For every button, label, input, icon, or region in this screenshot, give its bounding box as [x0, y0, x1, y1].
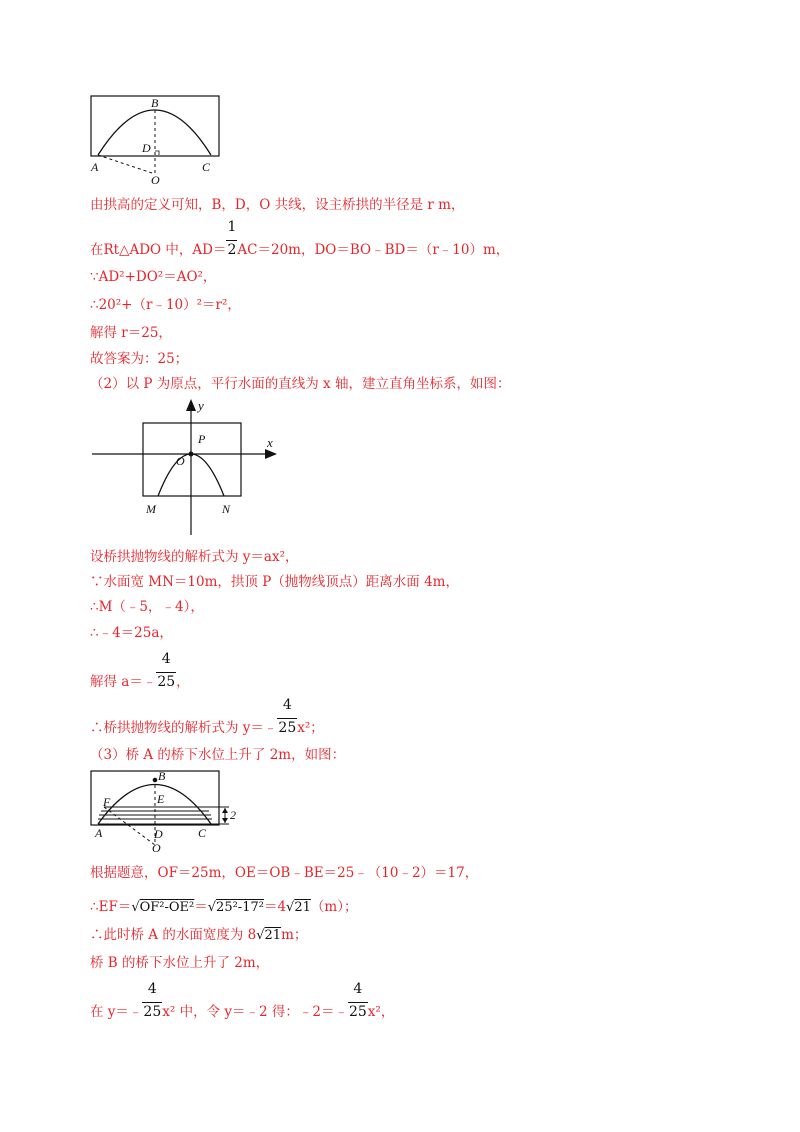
text-line-10: ∴M（﹣5，﹣4），: [90, 599, 204, 615]
text-line-4: ∴20²+（r﹣10）²＝r²，: [90, 297, 241, 313]
label-b: B: [158, 769, 166, 783]
label-d: D: [142, 141, 151, 155]
text-line-11: ∴﹣4＝25a，: [90, 625, 173, 641]
label-m: M: [146, 502, 156, 516]
text-line-8: 设桥拱抛物线的解析式为 y＝ax²，: [90, 549, 299, 565]
text-line-7: （2）以 P 为原点，平行水面的直线为 x 轴，建立直角坐标系，如图：: [90, 376, 511, 392]
text-line-19: 在 y＝﹣ $\frac{4}{25}x^2$ 中，令 y＝﹣2 得：﹣2＝﹣ $\frac{4}{25}x^2$，: [90, 981, 395, 1020]
fraction-4-25: $\frac{4}{25}$: [348, 981, 367, 1020]
sqrt-21: √21: [256, 928, 282, 943]
text-line-18: 桥 B 的桥下水位上升了 2m，: [90, 955, 270, 971]
text-line-16: ∴EF＝√OF²-OE²＝√25²-17²＝4√21（m）；: [90, 899, 358, 915]
label-o: O: [176, 454, 185, 468]
axis-label-y: y: [198, 398, 204, 413]
label-d: D: [154, 827, 163, 841]
text-line-6: 故答案为：25；: [90, 351, 189, 367]
text-line-9: ∵水面宽 MN＝10m，拱顶 P（抛物线顶点）距离水面 4m，: [90, 574, 459, 590]
label-o: O: [152, 841, 161, 855]
label-e: E: [157, 792, 165, 806]
label-c: C: [202, 160, 211, 174]
sqrt-of-diff-2: √25²-17²: [207, 900, 264, 915]
fraction-half: $\frac{1}{2}$: [227, 219, 237, 258]
fraction-4-25: $\frac{4}{25}$: [157, 651, 176, 690]
text-line-1: 由拱高的定义可知，B，D，O 共线，设主桥拱的半径是 r m，: [90, 197, 465, 213]
figure-1-bridge-arch: [85, 92, 225, 187]
text-line-15: 根据题意，OF＝25m，OE＝OB﹣BE＝25﹣（10﹣2）＝17，: [90, 865, 479, 881]
label-p: P: [198, 432, 206, 446]
text-line-17: ∴此时桥 A 的水面宽度为 8√21m；: [90, 927, 308, 943]
label-n: N: [222, 502, 231, 516]
fraction-4-25: $\frac{4}{25}$: [143, 981, 162, 1020]
sqrt-21: √21: [286, 900, 311, 915]
text-line-12: 解得 a＝﹣ $\frac{4}{25}$，: [90, 651, 190, 690]
dimension-label-2: 2: [230, 808, 236, 822]
text-line-13: ∴桥拱抛物线的解析式为 y＝﹣ $\frac{4}{25}x^2$；: [90, 697, 324, 736]
text-line-5: 解得 r＝25，: [90, 325, 172, 341]
text-line-3: ∵AD²+DO²＝AO²，: [90, 269, 217, 285]
figure-3-raised-water: [85, 767, 245, 857]
text-line-2: 在Rt△ADO 中，AD＝ $\frac{1}{2}AC=20m$，DO＝BO﹣BD＝（r﹣10）m，: [90, 219, 510, 258]
label-f: F: [103, 795, 111, 809]
sqrt-of-diff-1: √OF²-OE²: [131, 900, 195, 915]
figure-2-coordinate-arch: [85, 395, 285, 535]
label-c: C: [198, 826, 207, 840]
label-a: A: [95, 826, 103, 840]
text-line-14: （3）桥 A 的桥下水位上升了 2m，如图：: [90, 747, 346, 763]
label-a: A: [91, 160, 99, 174]
label-b: B: [151, 96, 159, 110]
axis-label-x: x: [267, 435, 273, 450]
fraction-4-25: $\frac{4}{25}$: [278, 697, 297, 736]
label-o: O: [151, 173, 160, 187]
